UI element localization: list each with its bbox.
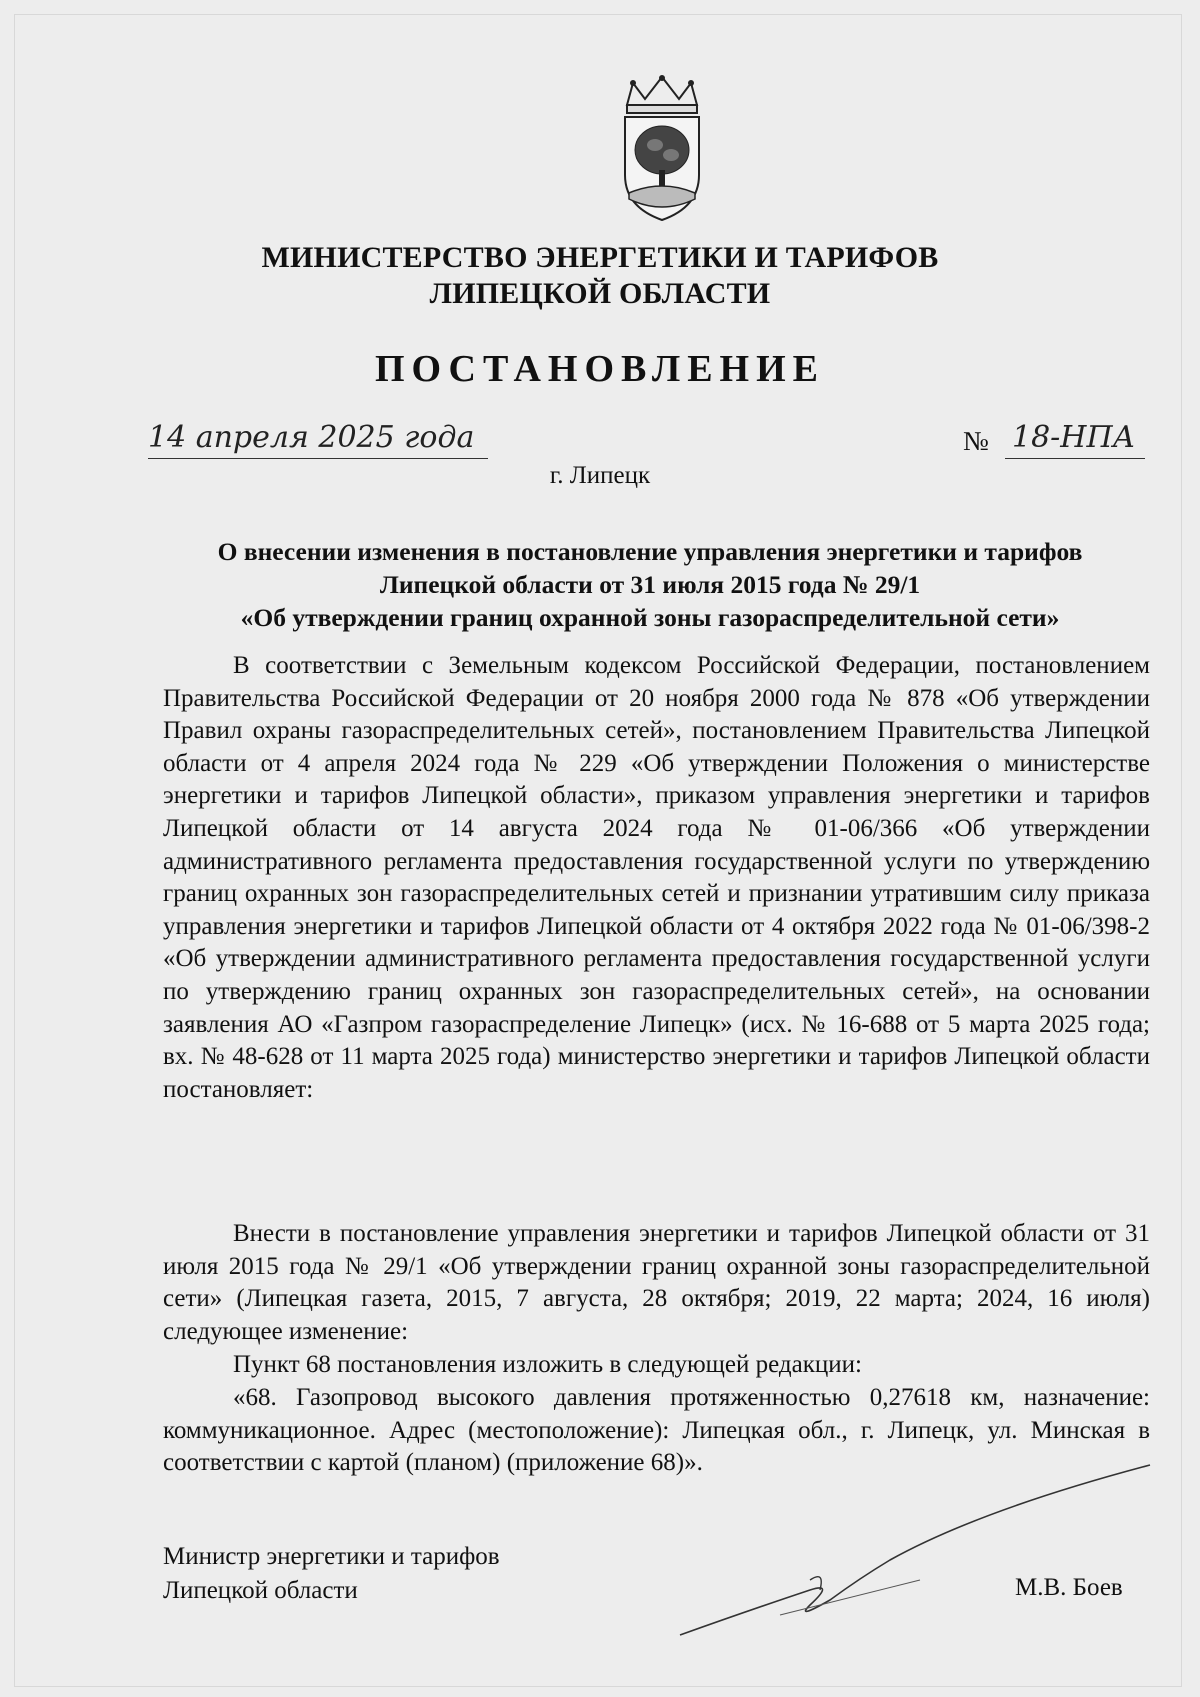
handwritten-signature-icon [660,1450,1160,1650]
clause-intro-paragraph: Пункт 68 постановления изложить в следующей редакции: [233,1351,862,1378]
document-type-heading: ПОСТАНОВЛЕНИЕ [374,348,826,390]
number-label: № [963,426,989,456]
signer-position-line-1: Министр энергетики и тарифов [163,1543,500,1570]
document-date: 14 апреля 2025 года [148,420,475,455]
signer-position [163,1540,500,1608]
document-city: г. Липецк [549,462,651,489]
document-number: 18-НПА [1012,420,1136,455]
number-underline [1005,458,1145,459]
coat-of-arms-icon [617,75,707,225]
title-line-2: Липецкой области от 31 июля 2015 года № 29/1 [379,570,921,599]
title-line-1: О внесении изменения в постановление управления энергетики и тарифов [217,537,1083,566]
amendment-paragraph: Внести в постановление управления энергетики и тарифов Липецкой области от 31 июля 2015 года № 29/1 «Об утверждении границ охранной зоны газораспределительной сети» (Липецкая газета, 2015, 7 августа, 28 октября; 2019, 22 марта; 2024, 16 июля) следующее изменение: [163,1220,1150,1345]
ministry-line-2: ЛИПЕЦКОЙ ОБЛАСТИ [429,277,771,310]
title-line-3: «Об утверждении границ охранной зоны газораспределительной сети» [240,603,1060,632]
document-title [150,535,1150,634]
signer-position-line-2: Липецкой области [163,1577,358,1604]
signer-name: М.В. Боев [1015,1574,1123,1601]
ministry-line-1: МИНИСТЕРСТВО ЭНЕРГЕТИКИ И ТАРИФОВ [261,241,939,274]
ministry-name [0,240,1200,312]
preamble-paragraph: В соответствии с Земельным кодексом Российской Федерации, постановлением Правительства Российской Федерации от 20 ноября 2000 года № 878 «Об утверждении Правил охраны газораспределительных сетей», постановлением Правительства Липецкой области от 4 апреля 2024 года № 229 «Об утверждении Положения о министерстве энергетики и тарифов Липецкой области», приказом управления энергетики и тарифов Липецкой области от 14 августа 2024 года № 01-06/366 «Об утверждении административного регламента предоставления государственной услуги по утверждению границ охранных зон газораспределительных сетей и признании утратившим силу приказа управления энергетики и тарифов Липецкой области от 4 октября 2022 года № 01-06/398-2 «Об утверждении административного регламента предоставления государственной услуги по утверждению границ охранных зон газораспределительных сетей», на основании заявления АО «Газпром газораспределение Липецк» (исх. № 16-688 от 5 марта 2025 года; вх. № 48-628 от 11 марта 2025 года) министерство энергетики и тарифов Липецкой области постановляет: [163,652,1150,1103]
date-underline [148,458,488,459]
clause-68-paragraph: «68. Газопровод высокого давления протяженностью 0,27618 км, назначение: коммуникационное. Адрес (местоположение): Липецкая обл., г. Липецк, ул. Минская в соответствии с картой (планом) (приложение 68)». [163,1384,1150,1477]
